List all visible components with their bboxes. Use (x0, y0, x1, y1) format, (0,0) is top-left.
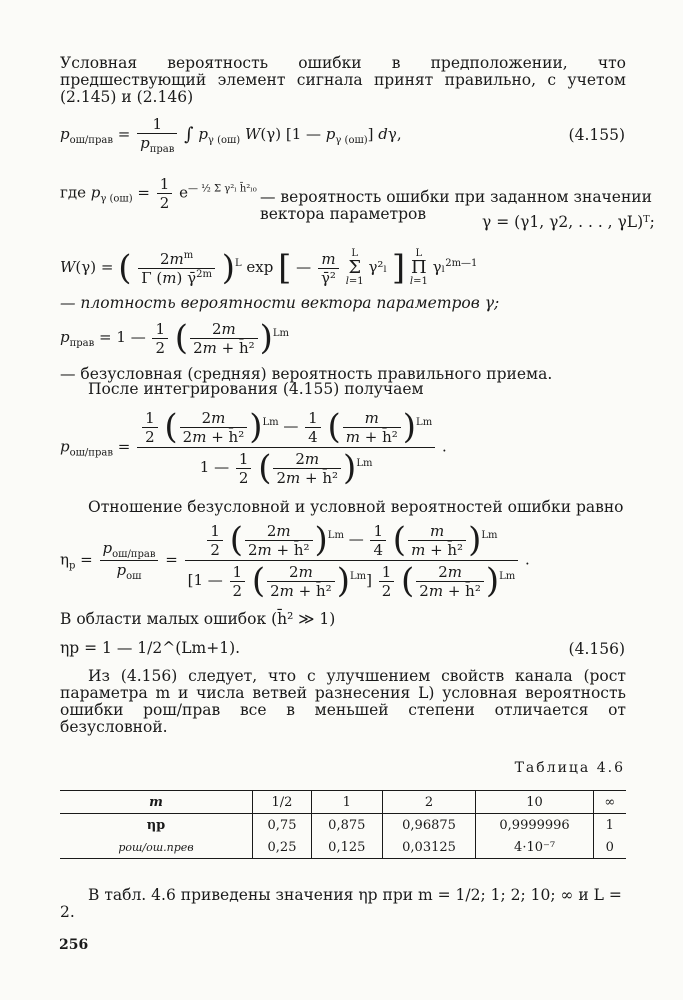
table-cell: 0,96875 (382, 814, 476, 837)
table-cell: 0,25 (253, 836, 312, 859)
table-header-row (60, 791, 626, 814)
header-cell: 1/2 (253, 791, 312, 814)
header-cell: ∞ (604, 794, 616, 810)
p-gamma-description: — вероятность ошибки при заданном значении вектора параметров (260, 188, 652, 224)
header-cell: 1 (311, 791, 382, 814)
equation-4-155: $p_{ош/прав}$ = $\frac{1}{p_{прав}}$ ∫ $p_{\gamma (ош)}$ W(γ) [1 — $p_{\gamma (ош)}$] dγ, (60, 115, 402, 155)
row-label: ηр (60, 814, 253, 837)
eq-number-4-155: (4.155) (568, 126, 625, 144)
header-cell: m (60, 791, 253, 814)
header-cell: 2 (382, 791, 476, 814)
table-caption: Таблица 4.6 (514, 760, 625, 776)
equation-p-prav: $p_{прав} = 1$ — $\frac{1}{2}$ ( $\frac{2m}{\text{2m + h̄²}}$ )$^{Lm}$ (60, 318, 290, 358)
header-cell: 10 (476, 791, 593, 814)
row-label: pош/ош.прев (60, 836, 253, 859)
table-cell: 0,125 (311, 836, 382, 859)
final-paragraph: В табл. 4.6 приведены значения ηр при m = 1/2; 1; 2; 10; ∞ и L = 2. (60, 886, 622, 922)
eq-number-4-156: (4.156) (568, 640, 625, 658)
gamma-vector: γ = (γ1, γ2, . . . , γL)ᵀ; (482, 213, 655, 231)
after-integration: После интегрирования (4.155) получаем (88, 380, 424, 398)
intro-paragraph: Условная вероятность ошибки в предположении, что предшествующий элемент сигнала принят правильно, с учетом (2.145) и (2.146) (60, 54, 626, 107)
table-cell: 0,875 (311, 814, 382, 837)
table-cell: 4·10⁻⁷ (476, 836, 593, 859)
equation-eta: $\eta_p$ = $\frac{p_{ош/прав}}{p_{ош}}$ = $\frac{1}{2}$ ( $\frac{2m}{\text{2m + h̄²}}$ )$^{Lm}$ — $\frac{1}{4}$ ( $\frac{m}{\text{m + h̄²}}$ )$^{Lm}$ [1 — $\frac{1}{2}$ ( $\frac{2m}{\text{2m + h̄²}}$ )$^{Lm}$] $\frac{1}{2}$ ( $\frac{2m}{\text{2m + h̄²}}$ )$^{Lm}$ . (60, 520, 530, 601)
equation-p-gamma: где $p_{\gamma (ош)}$ = $\frac{1}{2}$ $e^{— \frac{1}{2} \Sigma \gamma^2_l h̄^2_{l0}}$ (60, 175, 257, 212)
unconditional-note: — безусловная (средняя) вероятность правильного приема. (60, 365, 553, 383)
table-cell: 1 (605, 817, 614, 833)
table-cell: 0 (605, 839, 614, 855)
data-table (60, 790, 626, 859)
density-note: — плотность вероятности вектора параметров γ; (60, 294, 500, 312)
table-cell: 0,75 (253, 814, 312, 837)
small-errors: В области малых ошибок (h̄² ≫ 1) (60, 610, 336, 628)
table-cell: 0,9999996 (476, 814, 593, 837)
table-cell: 0,03125 (382, 836, 476, 859)
conclusion-paragraph: Из (4.156) следует, что с улучшением свойств канала (рост параметра m и числа ветвей разнесения L) условная вероятность ошибки pош/прав все в меньшей степени отличается от безусловной. (60, 667, 626, 737)
equation-w-gamma: W(γ) = ( $\frac{2m^m}{\Gamma (m) \gammā^{2m}}$ )$^L$ exp [ — $\frac{m}{\text{γ̄²}}$ L Σ l=1 γ²ₗ ] L Π l=1 γₗ$^{2m—1}$ (60, 248, 478, 288)
ratio-intro: Отношение безусловной и условной вероятностей ошибки равно (88, 498, 624, 516)
page-number: 256 (59, 937, 89, 953)
equation-result: $p_{ош/прав}$ = $\frac{1}{2}$ ( $\frac{2m}{\text{2m + h̄²}}$ )$^{Lm}$ — $\frac{1}{4}$ ( $\frac{m}{\text{m + h̄²}}$ )$^{Lm}$ 1 — $\frac{1}{2}$ ( $\frac{2m}{\text{2m + h̄²}}$ )$^{Lm}$ . (60, 407, 447, 488)
table-row (60, 814, 626, 837)
equation-4-156: ηр = 1 — 1/2^(Lm+1). (60, 639, 241, 657)
table-row (60, 836, 626, 859)
